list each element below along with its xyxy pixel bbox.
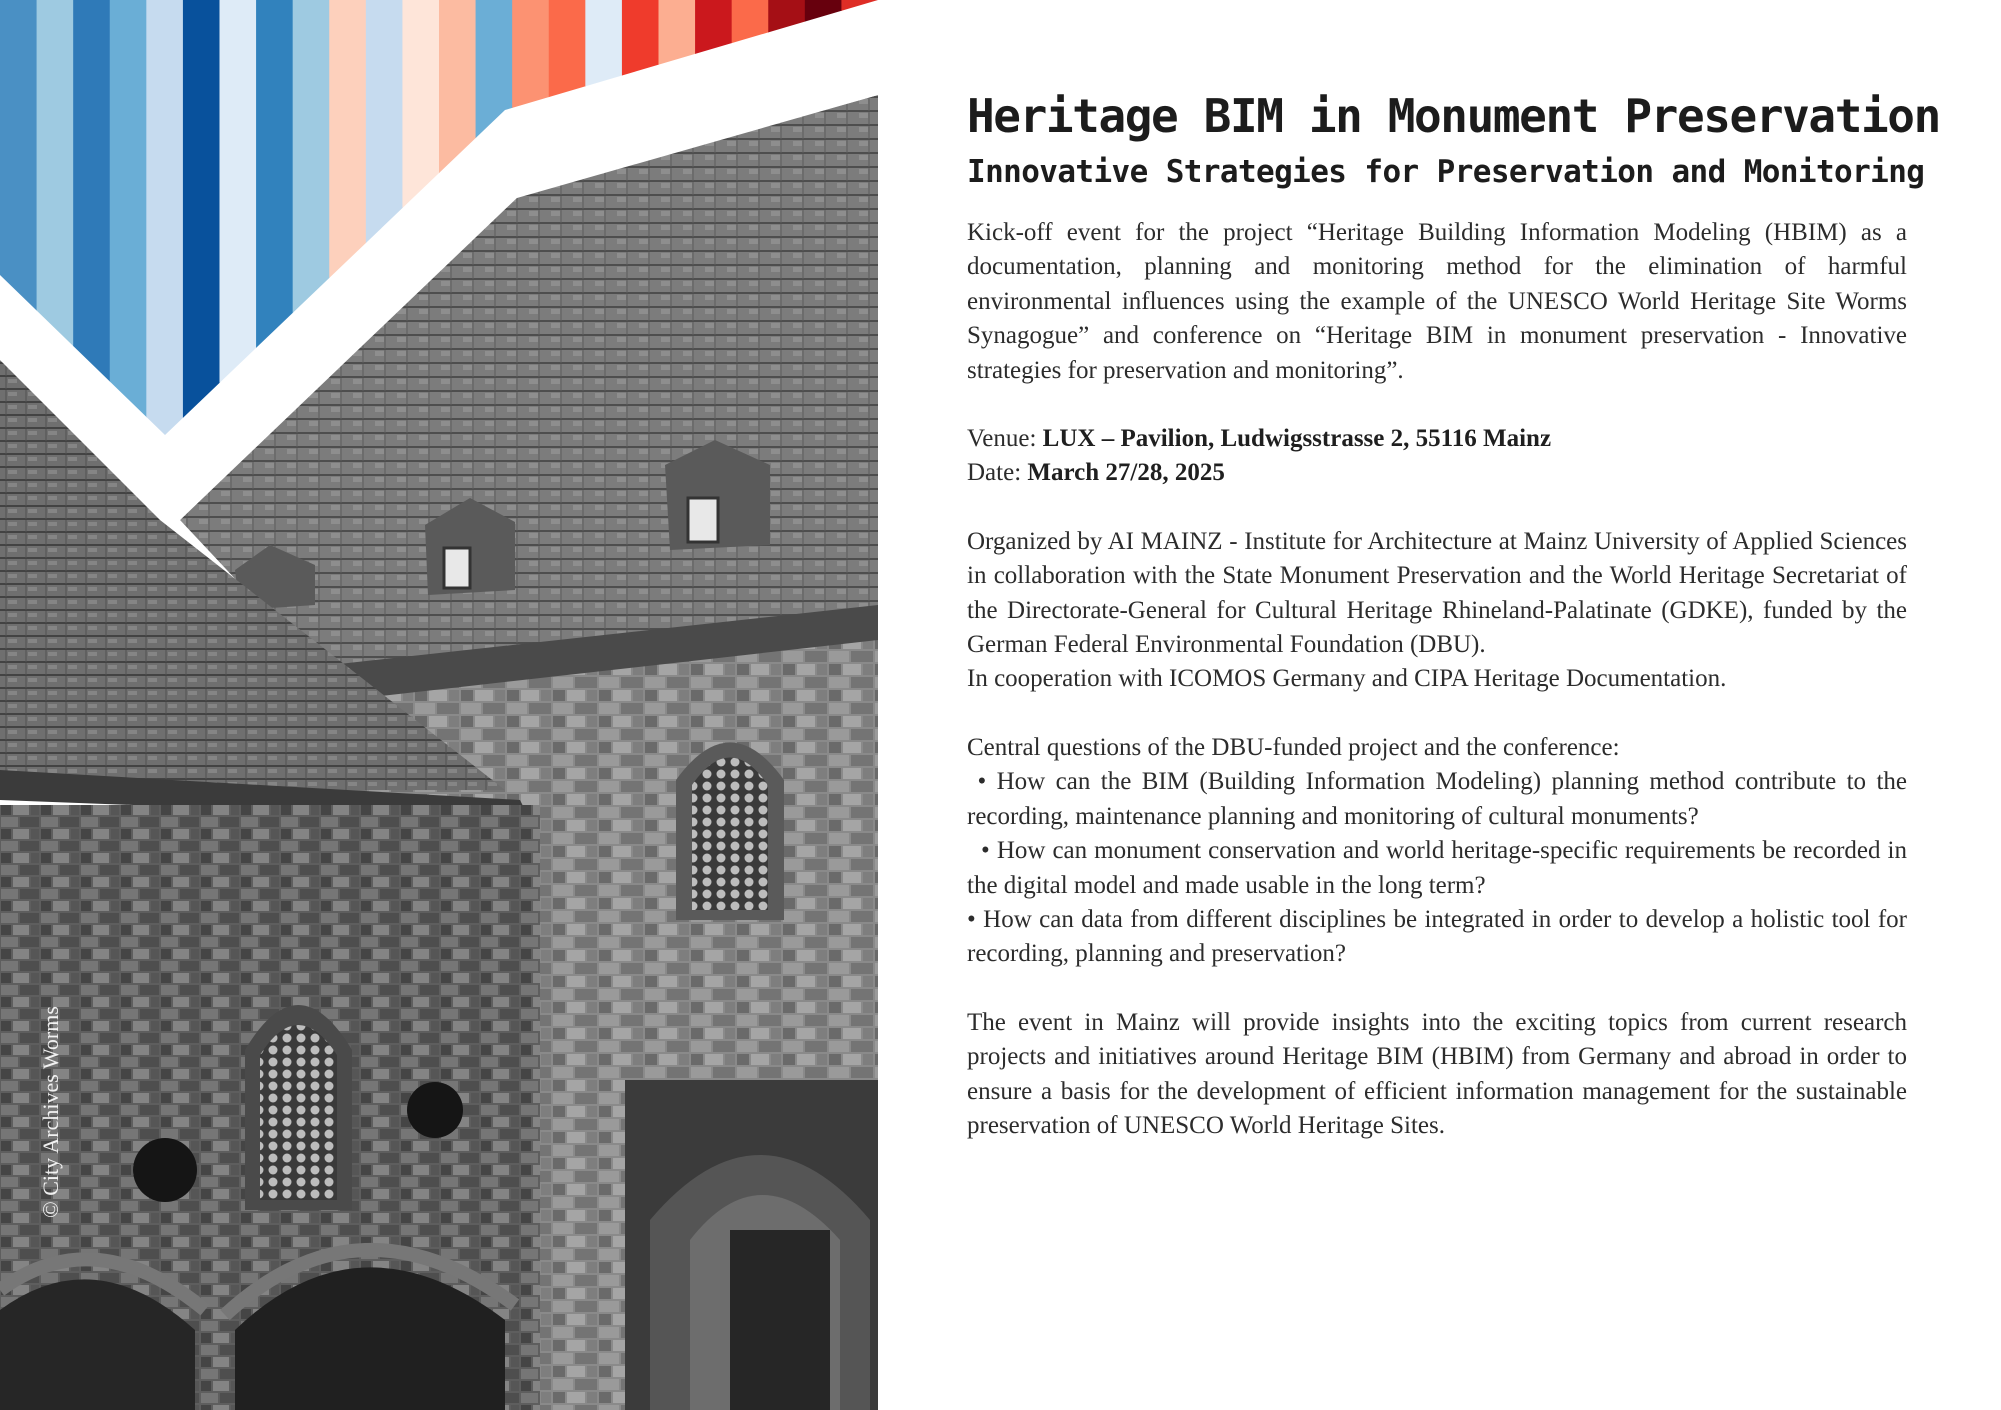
organizer-paragraph: Organized by AI MAINZ - Institute for Architecture at Mainz University of Applied Sciences in collaboration with the State Monument Preservation and the World Heritage Secretariat of the Directorate-General for Cultural Heritage Rhineland-Palatinate (GDKE), funded by the German Federal Environmental Foundation (DBU). xyxy=(967,527,1907,659)
warming-stripe xyxy=(146,0,183,460)
portal-door xyxy=(730,1230,830,1410)
cooperation-line: In cooperation with ICOMOS Germany and CIPA Heritage Documentation. xyxy=(967,665,1727,693)
closing-paragraph: The event in Mainz will provide insights into the exciting topics from current research projects and initiatives around Heritage BIM (HBIM) from Germany and abroad in order to ensure a basis for the development of efficient information management for the sustainable preservation of UNESCO World Heritage Sites. xyxy=(967,1008,1907,1139)
photo-panel xyxy=(0,0,878,1410)
arched-window-left xyxy=(260,1025,337,1200)
arched-window-right xyxy=(692,758,768,911)
question-item: • How can monument conservation and world heritage-specific requirements be recorded in the digital model and made usable in the long term? xyxy=(967,837,1914,899)
date-label: Date: xyxy=(967,459,1028,487)
page-subtitle: Innovative Strategies for Preservation and Monitoring xyxy=(967,154,1925,190)
date-line xyxy=(967,456,1907,490)
intro-paragraph: Kick-off event for the project “Heritage Building Information Modeling (HBIM) as a documentation, planning and monitoring method for the elimination of harmful environmental influences using the example of the UNESCO World Heritage Site Worms Synagogue” and conference on “Heritage BIM in monument preservation - Innovative strategies for preservation and monitoring”. xyxy=(967,219,1907,384)
question-item: • How can data from different disciplines be integrated in order to develop a holistic tool for recording, planning and preservation? xyxy=(967,905,1907,968)
page-title: Heritage BIM in Monument Preservation xyxy=(967,89,1940,143)
question-item: • How can the BIM (Building Information Modeling) planning method contribute to the recording, maintenance planning and monitoring of cultural monuments? xyxy=(967,768,1914,830)
photo-credit: © City Archives Worms xyxy=(38,1006,63,1218)
event-description xyxy=(967,82,1940,1143)
venue-line xyxy=(967,422,1907,456)
venue-value: LUX – Pavilion, Ludwigsstrasse 2, 55116 Mainz xyxy=(1042,425,1552,453)
venue-label: Venue: xyxy=(967,425,1043,453)
questions-heading: Central questions of the DBU-funded project and the conference: xyxy=(967,733,1620,761)
date-value: March 27/28, 2025 xyxy=(1027,459,1225,487)
synagogue-photo xyxy=(0,0,878,1410)
